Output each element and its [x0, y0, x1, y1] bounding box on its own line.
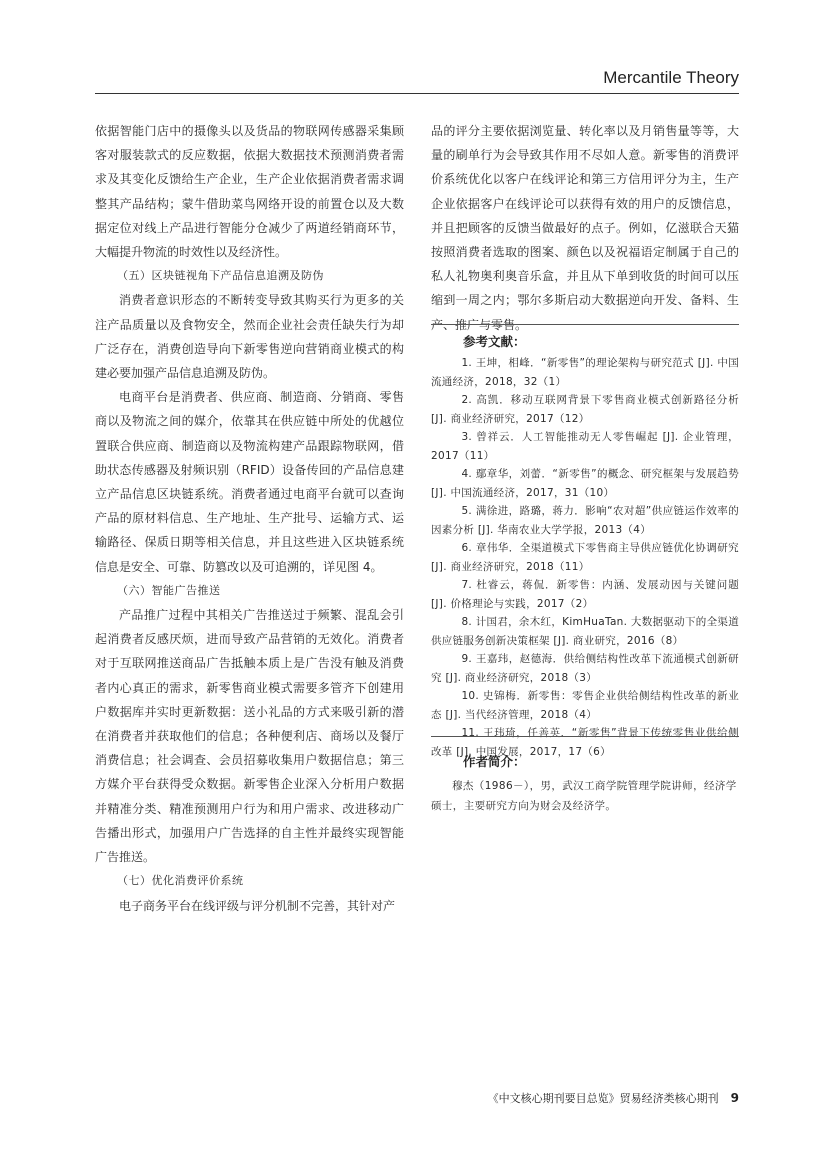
- footer-journal-name: 《中文核心期刊要目总览》贸易经济类核心期刊: [487, 1092, 719, 1105]
- author-bio-section: [431, 752, 739, 816]
- reference-item: 1. 王坤，相峰．“新零售”的理论架构与研究范式 [J]. 中国流通经济，2018，32（1）: [431, 357, 739, 388]
- header-rule: [95, 93, 739, 94]
- reference-item: 8. 计国君，余木红，KimHuaTan. 大数据驱动下的全渠道供应链服务创新决策框架 [J]. 商业研究，2016（8）: [431, 616, 739, 647]
- body-paragraph: 消费者意识形态的不断转变导致其购买行为更多的关注产品质量以及食物安全，然而企业社会责任缺失行为却广泛存在，消费创造导向下新零售逆向营销商业模式的构建必要加强产品信息追溯及防伪。: [95, 293, 404, 381]
- reference-item: 6. 章伟华．全渠道模式下零售商主导供应链优化协调研究 [J]. 商业经济研究，2018（11）: [431, 542, 739, 573]
- references-heading: 参考文献：: [463, 334, 526, 349]
- reference-item: 7. 杜睿云，蒋侃．新零售：内涵、发展动因与关键问题 [J]. 价格理论与实践，2017（2）: [431, 579, 739, 610]
- page-number: 9: [730, 1091, 739, 1105]
- references-list: [431, 354, 739, 761]
- page-footer: [488, 1090, 739, 1106]
- reference-item: 11. 王玮琦，任善英．“新零售”背景下传统零售业供给侧改革 [J]. 中国发展，2017，17（6）: [431, 727, 739, 758]
- reference-item: 10. 史锦梅．新零售：零售企业供给侧结构性改革的新业态 [J]. 当代经济管理，2018（4）: [431, 690, 739, 721]
- body-paragraph: 依据智能门店中的摄像头以及货品的物联网传感器采集顾客对服装款式的反应数据，依据大数据技术预测消费者需求及其变化反馈给生产企业，生产企业依据消费者需求调整其产品结构；蒙牛借助菜鸟网络开设的前置仓以及大数据定位对线上产品进行智能分仓减少了两道经销商环节，大幅提升物流的时效性以及经济性。: [95, 124, 404, 260]
- references-bottom-rule: [431, 736, 739, 737]
- running-header-title: Mercantile Theory: [603, 68, 739, 87]
- right-column: [431, 119, 739, 337]
- section-subheading: （七）优化消费评价系统: [117, 874, 244, 888]
- section-subheading: （六）智能广告推送: [117, 583, 221, 597]
- section-subheading: （五）区块链视角下产品信息追溯及防伪: [117, 269, 324, 283]
- reference-item: 3. 曾祥云．人工智能推动无人零售崛起 [J]. 企业管理，2017（11）: [431, 431, 739, 462]
- reference-item: 9. 王嘉玮，赵德海．供给侧结构性改革下流通模式创新研究 [J]. 商业经济研究，2018（3）: [431, 653, 739, 684]
- body-paragraph: 产品推广过程中其相关广告推送过于频繁、混乱会引起消费者反感厌烦，进而导致产品营销的无效化。消费者对于互联网推送商品广告抵触本质上是广告没有触及消费者内心真正的需求，新零售商业模式需要多管齐下创建用户数据库并实时更新数据：送小礼品的方式来吸引新的潜在消费者并获取他们的信息；各种便利店、商场以及餐厅消费信息；社会调查、会员招募收集用户数据信息；第三方媒介平台获得受众数据。新零售企业深入分析用户数据并精准分类、精准预测用户行为和用户需求、改进移动广告播出形式，加强用户广告选择的自主性并最终实现智能广告推送。: [95, 608, 404, 865]
- left-column: [95, 119, 404, 918]
- references-section: [431, 332, 739, 761]
- right-column-paragraph: 品的评分主要依据浏览量、转化率以及月销售量等等，大量的刷单行为会导致其作用不尽如人意。新零售的消费评价系统优化以客户在线评论和第三方信用评分为主，生产企业依据客户在线评论可以获得有效的用户的反馈信息，并且把顾客的反馈当做最好的点子。例如，亿滋联合天猫按照消费者选取的图案、颜色以及祝福语定制属于自己的私人礼物奥利奥音乐盒，并且从下单到收货的时间可以压缩到一周之内；鄂尔多斯启动大数据逆向开发、备料、生产、推广与零售。: [431, 124, 739, 332]
- references-top-rule: [431, 324, 739, 325]
- body-paragraph: 电商平台是消费者、供应商、制造商、分销商、零售商以及物流之间的媒介，依靠其在供应链中所处的优越位置联合供应商、制造商以及物流构建产品跟踪物联网，借助状态传感器及射频识别（RFID）设备传回的产品信息建立产品信息区块链系统。消费者通过电商平台就可以查询产品的原材料信息、生产地址、生产批号、运输方式、运输路径、保质日期等相关信息，并且这些进入区块链系统信息是安全、可靠、防篡改以及可追溯的，详见图 4。: [95, 390, 404, 574]
- reference-item: 4. 鄢章华，刘蕾．“新零售”的概念、研究框架与发展趋势 [J]. 中国流通经济，2017，31（10）: [431, 468, 739, 499]
- reference-item: 5. 满徐进，路璐，蒋力．影响“农对超”供应链运作效率的因素分析 [J]. 华南农业大学学报，2013（4）: [431, 505, 739, 536]
- reference-item: 2. 高凯．移动互联网背景下零售商业模式创新路径分析 [J]. 商业经济研究，2017（12）: [431, 394, 739, 425]
- author-bio-text: 穆杰（1986－），男，武汉工商学院管理学院讲师，经济学硕士，主要研究方向为财会及经济学。: [431, 780, 737, 812]
- body-paragraph: 电子商务平台在线评级与评分机制不完善，其针对产: [119, 898, 396, 913]
- author-bio-heading: 作者简介：: [463, 754, 526, 769]
